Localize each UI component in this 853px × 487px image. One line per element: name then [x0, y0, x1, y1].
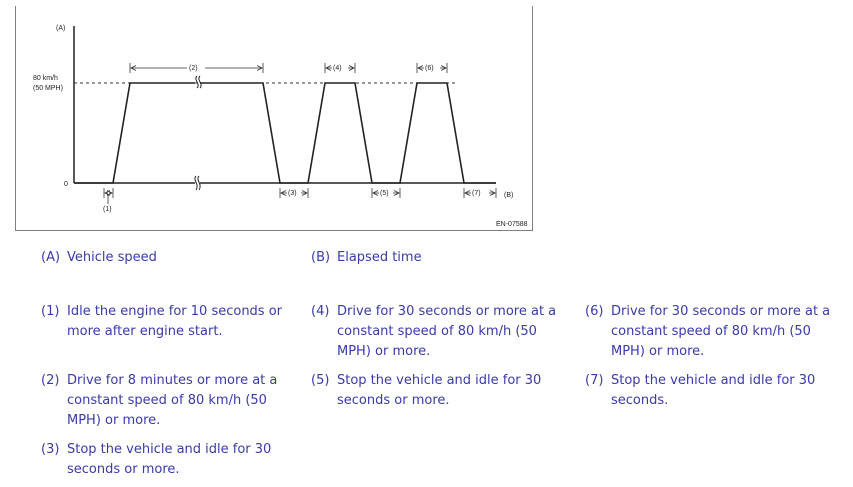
- step-line: seconds.: [611, 393, 669, 408]
- step-text: [67, 371, 277, 431]
- step-line: Stop the vehicle and idle for 30: [67, 442, 272, 457]
- legend-text: Elapsed time: [337, 250, 422, 265]
- axis-label-b: (B): [504, 192, 514, 199]
- step-key: (2): [41, 373, 60, 388]
- interval-6-label: (6): [425, 65, 434, 72]
- diagram-canvas: [16, 6, 534, 231]
- step-key: (6): [585, 304, 604, 319]
- step-line: constant speed of 80 km/h (50: [67, 393, 267, 408]
- step-text: [337, 371, 541, 411]
- step-line: constant speed of 80 km/h (50: [611, 324, 811, 339]
- step-key: (4): [311, 304, 330, 319]
- speed-profile-segment-2: [200, 83, 496, 183]
- step-line: MPH) or more.: [611, 344, 705, 359]
- legend-text: Vehicle speed: [67, 250, 157, 265]
- step-line: seconds or more.: [337, 393, 450, 408]
- step-line: constant speed of 80 km/h (50: [337, 324, 537, 339]
- interval-2-label: (2): [189, 65, 198, 72]
- legend-key: (A): [41, 250, 61, 265]
- step-line: Stop the vehicle and idle for 30: [611, 373, 816, 388]
- axis-break-top: [196, 76, 201, 88]
- interval-5-label: (5): [380, 190, 389, 197]
- interval-1-label: (1): [103, 206, 112, 213]
- step-key: (7): [585, 373, 604, 388]
- interval-3-label: (3): [288, 190, 297, 197]
- figure-code: EN-07588: [496, 221, 528, 228]
- step-line: Stop the vehicle and idle for 30: [337, 373, 542, 388]
- step-text: [611, 302, 830, 362]
- step-line: Drive for 30 seconds or more at a: [337, 304, 557, 319]
- legend-key: (B): [311, 250, 331, 265]
- step-text: [67, 440, 271, 480]
- step-text: [337, 302, 556, 362]
- axis-break-bottom: [195, 176, 200, 190]
- step-key: (3): [41, 442, 60, 457]
- step-line: more after engine start.: [67, 324, 223, 339]
- speed-label-line2: (50 MPH): [33, 85, 63, 92]
- interval-4-label: (4): [333, 65, 342, 72]
- speed-label-line1: 80 km/h: [33, 75, 58, 82]
- zero-label: 0: [64, 181, 68, 188]
- speed-time-diagram: [15, 6, 533, 231]
- step-line: Drive for 30 seconds or more at a: [611, 304, 831, 319]
- step-text: [611, 371, 815, 411]
- speed-profile-segment-1: [74, 83, 195, 183]
- step-line: MPH) or more.: [67, 413, 161, 428]
- step-line: seconds or more.: [67, 462, 180, 477]
- axis-label-a: (A): [56, 25, 66, 32]
- step-line: MPH) or more.: [337, 344, 431, 359]
- step-key: (5): [311, 373, 330, 388]
- interval-7-label: (7): [472, 190, 481, 197]
- step-line: Drive for 8 minutes or more at a: [67, 373, 278, 388]
- step-line: Idle the engine for 10 seconds or: [67, 304, 283, 319]
- step-key: (1): [41, 304, 60, 319]
- step-text: [67, 302, 282, 342]
